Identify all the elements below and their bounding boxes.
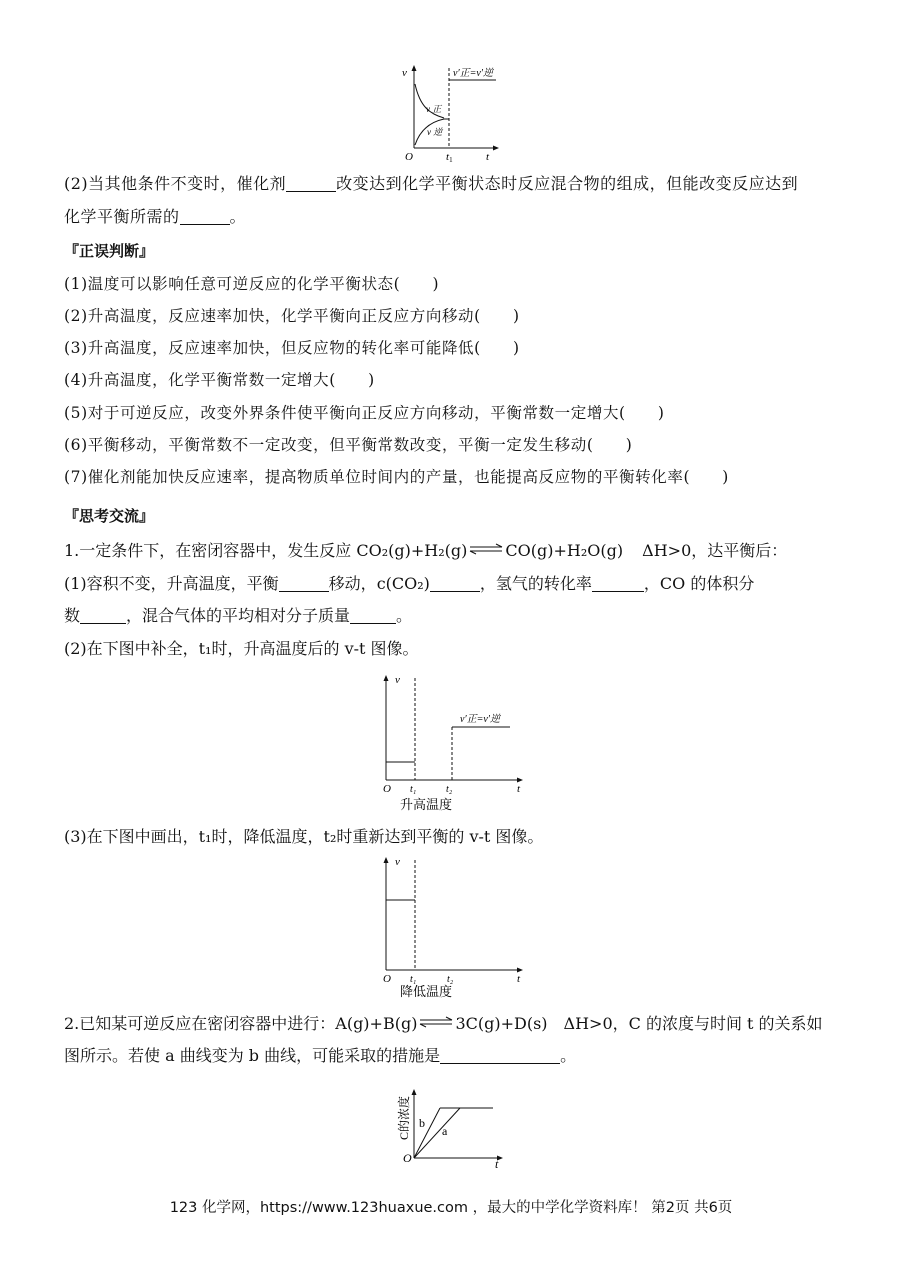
judge-item-6: (6)平衡移动，平衡常数不一定改变，但平衡常数改变，平衡一定发生移动( ) (64, 436, 633, 454)
answer-blank[interactable] (286, 175, 336, 192)
judge-item-7: (7)催化剂能加快反应速率，提高物质单位时间内的产量，也能提高反应物的平衡转化率( ) (64, 468, 729, 486)
equilibrium-arrow-icon (469, 543, 503, 555)
judge-item-4: (4)升高温度，化学平衡常数一定增大( ) (64, 371, 375, 389)
q1-part3: (3)在下图中画出，t₁时，降低温度，t₂时重新达到平衡的 v-t 图像。 (64, 827, 544, 846)
fig1-v-ni: v 逆 (427, 127, 443, 137)
fig1-v-zheng: v 正 (426, 104, 442, 114)
judge-item-1: (1)温度可以影响任意可逆反应的化学平衡状态( ) (64, 275, 440, 293)
judge-item-2: (2)升高温度，反应速率加快，化学平衡向正反应方向移动( ) (64, 307, 520, 325)
answer-blank[interactable] (592, 575, 644, 592)
fig3-axis-t: t (517, 973, 521, 985)
figure-concentration-time (396, 1078, 508, 1172)
page-footer: 123 化学网，https://www.123huaxue.com ，最大的中学化学资料库！ 第2页 共6页 (169, 1200, 733, 1216)
fig3-axis-v: v (395, 856, 400, 868)
think-heading: 『思考交流』 (64, 507, 155, 525)
answer-blank[interactable] (80, 607, 126, 624)
judge-item-5: (5)对于可逆反应，改变外界条件使平衡向正反应方向移动，平衡常数一定增大( ) (64, 404, 665, 422)
fig3-t2: t₂ (447, 974, 454, 985)
q1-intro: 1.一定条件下，在密闭容器中，发生反应 CO₂(g)+H₂(g) CO(g)+H₂O(g) ΔH>0，达平衡后： (64, 541, 788, 560)
fig2-origin: O (383, 783, 391, 795)
fig4-axis-t: t (495, 1157, 499, 1171)
fig3-caption: 降低温度 (400, 985, 453, 1000)
fig1-axis-t: t (486, 151, 490, 163)
q1-part1-line1: (1)容积不变，升高温度，平衡 移动，c(CO₂) ，氢气的转化率 ，CO 的体积分 (64, 574, 755, 593)
answer-blank[interactable] (440, 1047, 560, 1064)
q1-part2: (2)在下图中补全，t₁时，升高温度后的 v-t 图像。 (64, 639, 419, 658)
fig4-label-b: b (419, 1116, 425, 1130)
fig3-origin: O (383, 973, 391, 985)
fig4-ylabel: C的浓度 (397, 1095, 411, 1140)
fig4-label-a: a (442, 1124, 448, 1138)
judge-heading: 『正误判断』 (64, 242, 155, 260)
q2-line2: 图所示。若使 a 曲线变为 b 曲线，可能采取的措施是 。 (64, 1046, 577, 1065)
catalyst-line-2: 化学平衡所需的 。 (64, 207, 247, 226)
answer-blank[interactable] (430, 575, 480, 592)
fig2-axis-v: v (395, 674, 400, 686)
fig1-axis-v: v (402, 67, 407, 79)
answer-blank[interactable] (279, 575, 329, 592)
fig4-origin: O (403, 1151, 412, 1165)
fig2-t1: t₁ (410, 784, 417, 795)
fig1-eq-label: v′正=v′逆 (453, 68, 493, 79)
answer-blank[interactable] (350, 607, 396, 624)
q2-line1: 2.已知某可逆反应在密闭容器中进行：A(g)+B(g) 3C(g)+D(s) ΔH>0，C 的浓度与时间 t 的关系如 (64, 1014, 823, 1033)
fig2-caption: 升高温度 (400, 798, 453, 813)
fig2-eq-label: v′正=v′逆 (460, 714, 500, 725)
fig1-origin: O (405, 151, 413, 163)
fig2-t2: t₂ (446, 784, 453, 795)
catalyst-line-1: (2)当其他条件不变时，催化剂 改变达到化学平衡状态时反应混合物的组成，但能改变反应达到 (64, 174, 799, 193)
fig1-t1: t1 (446, 151, 453, 164)
q1-part1-line2: 数 ，混合气体的平均相对分子质量 。 (64, 606, 413, 625)
fig2-axis-t: t (517, 783, 521, 795)
figure-raise-temp-vt (378, 672, 538, 814)
equilibrium-arrow-icon (419, 1016, 453, 1028)
answer-blank[interactable] (180, 208, 230, 225)
judge-item-3: (3)升高温度，反应速率加快，但反应物的转化率可能降低( ) (64, 339, 520, 357)
figure-lower-temp-vt (378, 854, 538, 1000)
figure-catalyst-vt (396, 62, 506, 166)
fig3-t1: t₁ (410, 974, 417, 985)
